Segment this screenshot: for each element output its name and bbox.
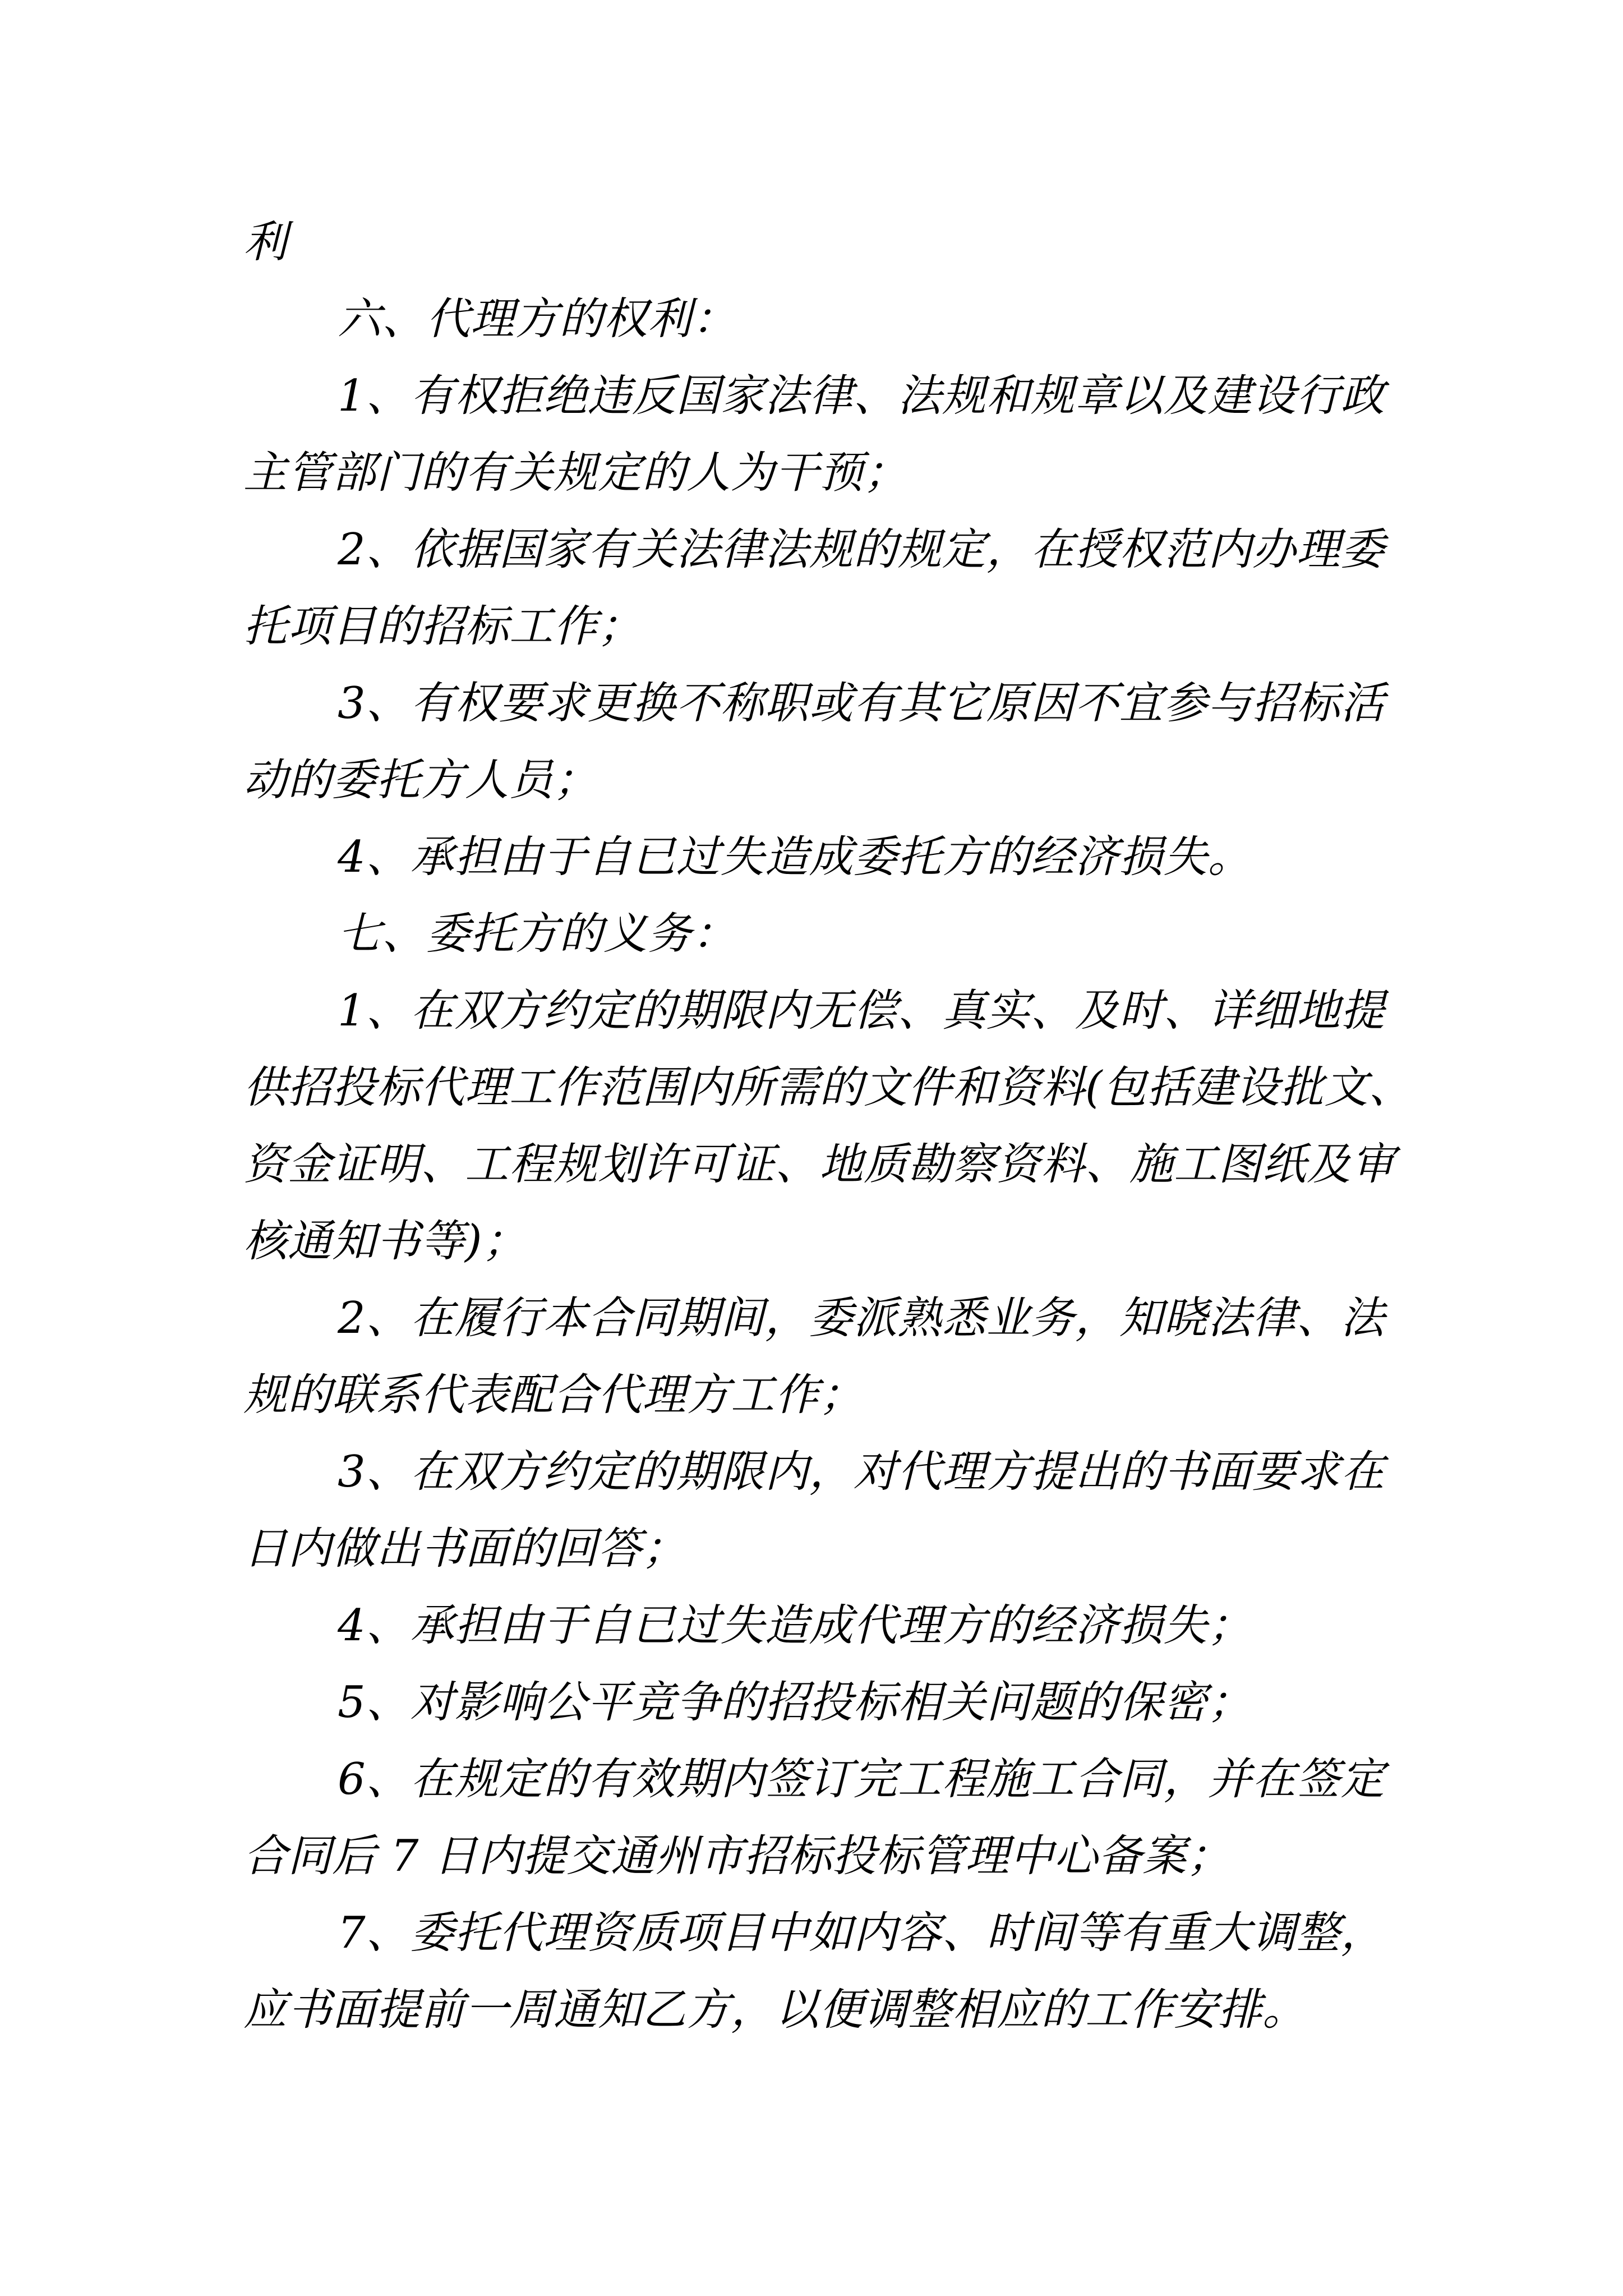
text-line: 6、在规定的有效期内签订完工程施工合同，并在签定 (338, 1754, 1385, 1805)
text-block (243, 204, 1413, 2049)
text-line: 供招投标代理工作范围内所需的文件和资料(包括建设批文、 (243, 1062, 1413, 1113)
text-line: 主管部门的有关规定的人为干预； (243, 448, 909, 498)
text-line: 日内做出书面的回答； (243, 1524, 687, 1574)
text-line: 4、承担由于自已过失造成代理方的经济损失； (338, 1600, 1252, 1651)
text-line: 1、在双方约定的期限内无偿、真实、及时、详细地提 (338, 986, 1385, 1036)
text-line: 5、对影响公平竞争的招投标相关问题的保密； (338, 1677, 1252, 1728)
text-line: 动的委托方人员； (243, 755, 598, 806)
text-line: 核通知书等)； (243, 1216, 527, 1267)
text-line: 7、委托代理资质项目中如内容、时间等有重大调整， (338, 1908, 1385, 1958)
text-line: 3、在双方约定的期限内，对代理方提出的书面要求在 (338, 1447, 1385, 1497)
text-line: 4、承担由于自已过失造成委托方的经济损失。 (338, 832, 1252, 882)
text-line: 资金证明、工程规划许可证、地质勘察资料、施工图纸及审 (243, 1139, 1396, 1190)
text-line: 应书面提前一周通知乙方，以便调整相应的工作安排。 (243, 1985, 1307, 2035)
text-line: 七、委托方的义务： (338, 909, 737, 959)
text-line: 六、代理方的权利： (338, 294, 737, 344)
text-line: 利 (243, 217, 288, 268)
text-line: 托项目的招标工作； (243, 601, 643, 652)
text-line: 2、依据国家有关法律法规的规定，在授权范内办理委 (338, 524, 1385, 575)
text-line: 合同后 7 日内提交通州市招标投标管理中心备案； (243, 1831, 1232, 1881)
text-line: 规的联系代表配合代理方工作； (243, 1370, 864, 1420)
text-line: 3、有权要求更换不称职或有其它原因不宜参与招标活 (338, 678, 1385, 729)
text-line: 2、在履行本合同期间，委派熟悉业务，知晓法律、法 (338, 1293, 1385, 1343)
text-line: 1、有权拒绝违反国家法律、法规和规章以及建设行政 (338, 371, 1385, 421)
